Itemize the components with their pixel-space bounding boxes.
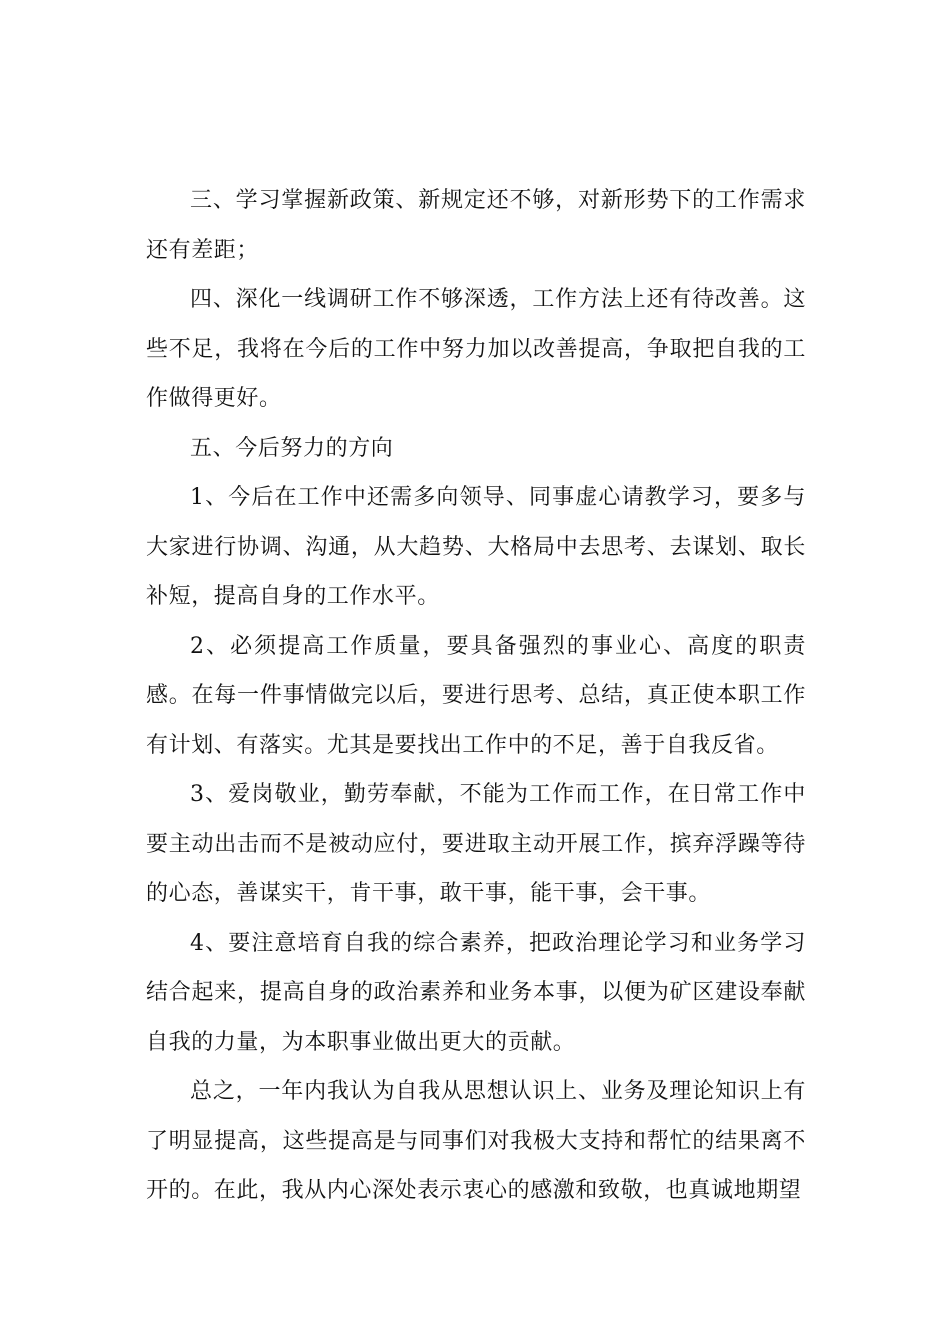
paragraph-item-3: 三、学习掌握新政策、新规定还不够，对新形势下的工作需求还有差距； xyxy=(146,188,806,263)
section-heading-5: 五、今后努力的方向 xyxy=(190,435,394,461)
list-item-3: 3、爱岗敬业，勤劳奉献，不能为工作而工作，在日常工作中要主动出击而不是被动应付，要进取主动开展工作，摈弃浮躁等待的心态，善谋实干，肯干事，敢干事，能干事，会干事。 xyxy=(146,782,806,906)
summary-paragraph: 总之，一年内我认为自我从思想认识上、业务及理论知识上有了明显提高，这些提高是与同事们对我极大支持和帮忙的结果离不开的。在此，我从内心深处表示衷心的感激和致敬，也真诚地期望 xyxy=(146,1079,806,1203)
list-item-1: 1、今后在工作中还需多向领导、同事虚心请教学习，要多与大家进行协调、沟通，从大趋势、大格局中去思考、去谋划、取长补短，提高自身的工作水平。 xyxy=(146,485,806,609)
paragraph-item-4: 四、深化一线调研工作不够深透，工作方法上还有待改善。这些不足，我将在今后的工作中努力加以改善提高，争取把自我的工作做得更好。 xyxy=(146,287,806,411)
document-body xyxy=(146,176,806,1216)
list-item-4: 4、要注意培育自我的综合素养，把政治理论学习和业务学习结合起来，提高自身的政治素养和业务本事，以便为矿区建设奉献自我的力量，为本职事业做出更大的贡献。 xyxy=(146,930,806,1055)
list-item-2: 2、必须提高工作质量，要具备强烈的事业心、高度的职责感。在每一件事情做完以后，要进行思考、总结，真正使本职工作有计划、有落实。尤其是要找出工作中的不足，善于自我反省。 xyxy=(146,633,806,758)
